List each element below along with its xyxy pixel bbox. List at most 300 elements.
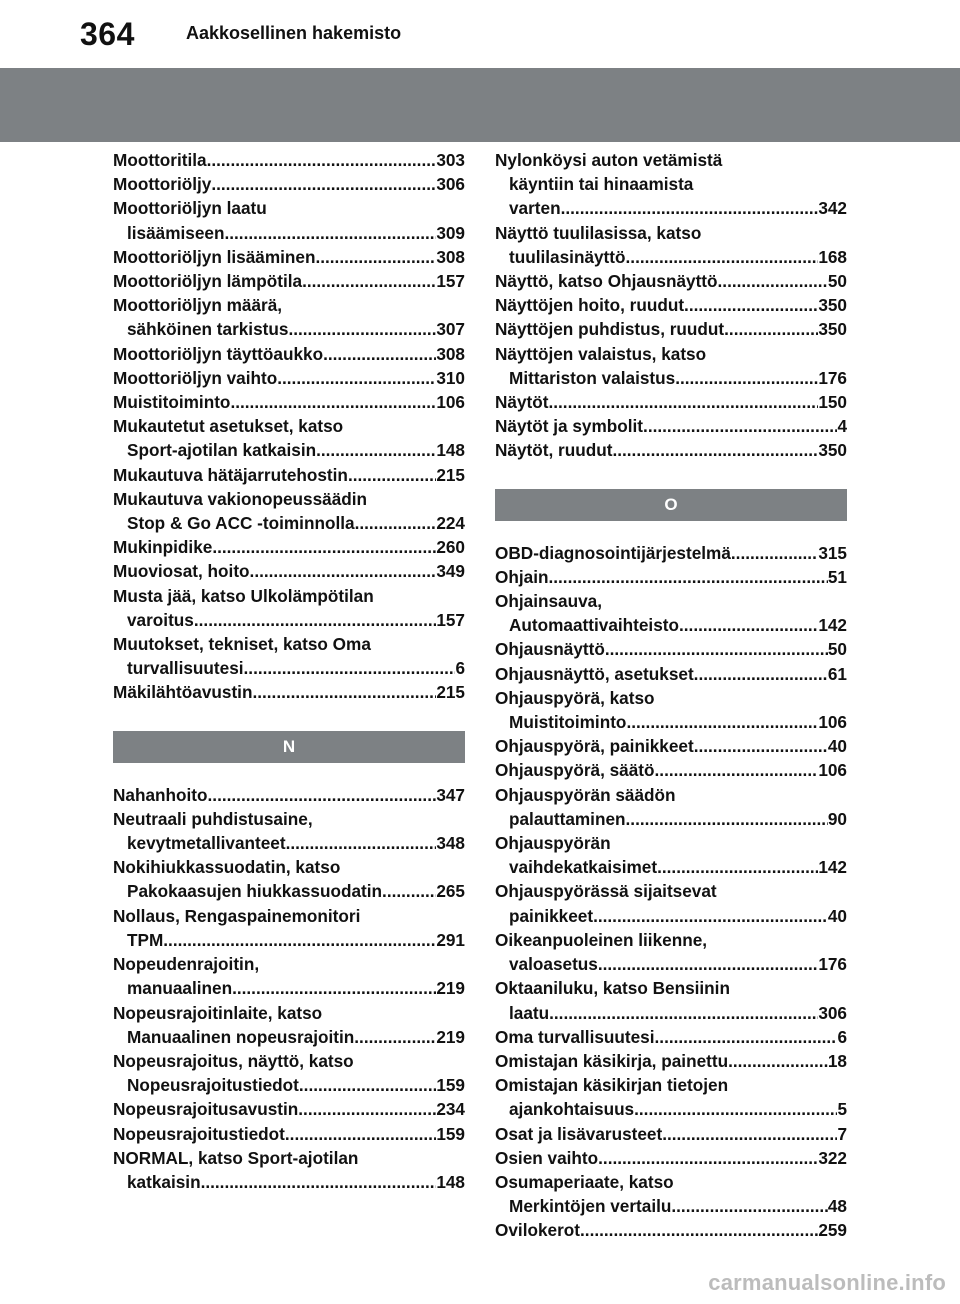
index-entry bbox=[495, 1146, 847, 1170]
index-entry-term: Moottoriöljyn täyttöaukko bbox=[113, 343, 324, 364]
index-entry-term: Osien vaihto bbox=[495, 1147, 599, 1168]
index-entry-line bbox=[113, 831, 465, 855]
index-entry bbox=[495, 342, 847, 390]
letter-heading-o: O bbox=[495, 489, 847, 521]
index-entry-term: Mäkilähtöavustin bbox=[113, 682, 253, 703]
index-entry-text: Näyttö tuulilasissa, katso bbox=[495, 222, 702, 243]
index-entry-line bbox=[495, 196, 847, 220]
index-entry bbox=[495, 293, 847, 317]
dot-leader bbox=[252, 680, 436, 704]
index-entry-text: Mukautetut asetukset, katso bbox=[113, 416, 344, 437]
index-entry-term: Osat ja lisävarusteet bbox=[495, 1123, 663, 1144]
dot-leader bbox=[299, 1073, 436, 1097]
index-entry-line bbox=[113, 463, 465, 487]
index-entry-text: Musta jää, katso Ulkolämpötilan bbox=[113, 585, 374, 606]
dot-leader bbox=[277, 366, 436, 390]
index-entry-line bbox=[113, 366, 465, 390]
dot-leader bbox=[548, 390, 818, 414]
index-entry-text: Nollaus, Rengaspainemonitori bbox=[113, 905, 361, 926]
index-entry-line bbox=[495, 565, 847, 589]
page-reference: 48 bbox=[827, 1196, 847, 1217]
index-entry bbox=[113, 269, 465, 293]
index-entry bbox=[495, 414, 847, 438]
index-entry-line bbox=[495, 952, 847, 976]
page-number: 364 bbox=[80, 16, 135, 52]
index-entry-line bbox=[113, 221, 465, 245]
index-entry-line bbox=[495, 855, 847, 879]
index-entry-term: Näytöt bbox=[495, 392, 549, 413]
dot-leader bbox=[288, 317, 436, 341]
dot-leader bbox=[230, 390, 436, 414]
dot-leader bbox=[724, 317, 818, 341]
page-reference: 51 bbox=[827, 566, 847, 587]
dot-leader bbox=[548, 565, 827, 589]
dot-leader bbox=[549, 1001, 818, 1025]
index-entry bbox=[113, 1049, 465, 1097]
page-reference: 148 bbox=[436, 440, 465, 461]
index-entry-line bbox=[495, 613, 847, 637]
index-entry-term: Nopeusrajoitustiedot bbox=[127, 1075, 299, 1096]
index-entry bbox=[113, 559, 465, 583]
dot-leader bbox=[316, 438, 436, 462]
index-entry-term: Moottoriöljy bbox=[113, 174, 212, 195]
dot-leader bbox=[626, 245, 819, 269]
index-entry-term: varoitus bbox=[127, 609, 194, 630]
index-entry bbox=[113, 148, 465, 172]
index-entry-line bbox=[113, 245, 465, 269]
index-entry-term: palauttaminen bbox=[509, 808, 626, 829]
index-entry-text: Oktaaniluku, katso Bensiinin bbox=[495, 978, 730, 999]
index-entry-line bbox=[113, 1025, 465, 1049]
index-entry-line bbox=[495, 1122, 847, 1146]
index-entry-line bbox=[113, 559, 465, 583]
dot-leader bbox=[211, 172, 436, 196]
index-entry bbox=[495, 831, 847, 879]
index-entry bbox=[113, 172, 465, 196]
index-entry-term: Näytöt ja symbolit bbox=[495, 416, 644, 437]
dot-leader bbox=[605, 637, 828, 661]
dot-leader bbox=[212, 535, 436, 559]
index-entry-term: Moottoritila bbox=[113, 150, 207, 170]
index-entry-term: Nopeusrajoitustiedot bbox=[113, 1123, 285, 1144]
index-entry-term: Nahanhoito bbox=[113, 784, 208, 805]
dot-leader bbox=[626, 807, 828, 831]
index-entry bbox=[113, 1097, 465, 1121]
index-entry-line bbox=[495, 366, 847, 390]
index-entry-term: Sport-ajotilan katkaisin bbox=[127, 440, 317, 461]
page-reference: 106 bbox=[818, 760, 847, 781]
index-entry bbox=[495, 928, 847, 976]
page-reference: 176 bbox=[818, 367, 847, 388]
index-entry bbox=[495, 734, 847, 758]
index-entry-line bbox=[495, 637, 847, 661]
dot-leader bbox=[250, 559, 437, 583]
page-reference: 168 bbox=[818, 246, 847, 267]
index-entry-term: tuulilasinäyttö bbox=[509, 246, 626, 267]
index-entry-text: Nopeusrajoitinlaite, katso bbox=[113, 1002, 323, 1023]
dot-leader bbox=[675, 366, 818, 390]
index-entry-term: Ohjauspyörä, painikkeet bbox=[495, 736, 694, 757]
index-entry-line bbox=[113, 656, 465, 680]
page-reference: 259 bbox=[818, 1220, 847, 1241]
index-entry-text: Neutraali puhdistusaine, bbox=[113, 808, 313, 829]
index-entry-term: sähköinen tarkistus bbox=[127, 319, 289, 340]
dot-leader bbox=[671, 1194, 828, 1218]
index-entry-term: Näytöt, ruudut bbox=[495, 440, 613, 461]
index-entry bbox=[113, 1122, 465, 1146]
dot-leader bbox=[684, 293, 818, 317]
page-reference: 159 bbox=[436, 1075, 465, 1096]
dot-leader bbox=[194, 608, 436, 632]
dot-leader bbox=[643, 414, 837, 438]
index-entry-line bbox=[495, 710, 847, 734]
section-title: Aakkosellinen hakemisto bbox=[186, 23, 402, 43]
index-entry-line bbox=[495, 390, 847, 414]
index-entry-line bbox=[113, 342, 465, 366]
index-entry-text: Ohjauspyörän säädön bbox=[495, 784, 676, 805]
page-reference: 350 bbox=[818, 295, 847, 316]
index-entry-line bbox=[495, 293, 847, 317]
page-reference: 40 bbox=[827, 905, 847, 926]
index-entry-term: Moottoriöljyn lämpötila bbox=[113, 271, 303, 292]
dot-leader bbox=[612, 438, 818, 462]
page-reference: 347 bbox=[436, 784, 465, 805]
index-entry-term: lisäämiseen bbox=[127, 222, 225, 243]
page-reference: 322 bbox=[818, 1147, 847, 1168]
dot-leader bbox=[348, 463, 436, 487]
page-reference: 157 bbox=[436, 609, 465, 630]
index-entry bbox=[113, 1146, 465, 1194]
index-entry-term: Muistitoiminto bbox=[509, 712, 627, 733]
index-entry bbox=[495, 1218, 847, 1242]
index-entry-line bbox=[495, 758, 847, 782]
page-reference: 215 bbox=[436, 464, 465, 485]
page-reference: 234 bbox=[436, 1099, 465, 1120]
page-reference: 219 bbox=[436, 1026, 465, 1047]
page-reference: 50 bbox=[827, 639, 847, 660]
index-entry-term: manuaalinen bbox=[127, 978, 233, 999]
index-entry-text: Nopeusrajoitus, näyttö, katso bbox=[113, 1050, 354, 1071]
index-entry bbox=[113, 632, 465, 680]
index-entry-term: Ohjausnäyttö bbox=[495, 639, 605, 660]
index-entry bbox=[495, 1025, 847, 1049]
index-entry-line bbox=[113, 317, 465, 341]
page-reference: 215 bbox=[436, 682, 465, 703]
index-entry-term: Omistajan käsikirja, painettu bbox=[495, 1050, 729, 1071]
index-entry bbox=[113, 1001, 465, 1049]
page-header bbox=[0, 0, 960, 68]
page-reference: 6 bbox=[837, 1026, 847, 1047]
page-reference: 224 bbox=[436, 513, 465, 534]
index-entry-line bbox=[495, 904, 847, 928]
index-entry-line bbox=[495, 1001, 847, 1025]
header-band bbox=[0, 68, 960, 142]
page-reference: 7 bbox=[837, 1123, 847, 1144]
index-entry-line bbox=[495, 807, 847, 831]
page-reference: 90 bbox=[827, 808, 847, 829]
index-entry bbox=[113, 342, 465, 366]
index-entry-text: Näyttöjen valaistus, katso bbox=[495, 343, 707, 364]
index-entry-term: Ohjain bbox=[495, 566, 549, 587]
dot-leader bbox=[163, 928, 436, 952]
page-reference: 308 bbox=[436, 343, 465, 364]
index-entry bbox=[113, 463, 465, 487]
watermark: carmanualsonline.info bbox=[708, 1270, 946, 1295]
entry-group-m bbox=[113, 148, 465, 705]
index-entry-text: Ohjainsauva, bbox=[495, 591, 602, 612]
dot-leader bbox=[598, 952, 818, 976]
index-entry-line bbox=[113, 1122, 465, 1146]
index-entry-term: Näyttöjen hoito, ruudut bbox=[495, 295, 685, 316]
index-entry bbox=[495, 879, 847, 927]
dot-leader bbox=[285, 1122, 436, 1146]
dot-leader bbox=[208, 783, 437, 807]
index-entry-line bbox=[495, 1097, 847, 1121]
dot-leader bbox=[626, 710, 818, 734]
index-entry-term: Moottoriöljyn vaihto bbox=[113, 367, 278, 388]
page-reference: 142 bbox=[818, 615, 847, 636]
index-entry bbox=[495, 438, 847, 462]
index-entry-term: Oma turvallisuutesi bbox=[495, 1026, 655, 1047]
dot-leader bbox=[657, 855, 818, 879]
index-entry-text: Muutokset, tekniset, katso Oma bbox=[113, 634, 371, 655]
index-entry-line bbox=[113, 535, 465, 559]
index-entry bbox=[495, 1170, 847, 1218]
page-reference: 5 bbox=[837, 1099, 847, 1120]
dot-leader bbox=[244, 656, 456, 680]
index-entry-term: Nopeusrajoitusavustin bbox=[113, 1099, 299, 1120]
index-entry-line bbox=[495, 317, 847, 341]
page-reference: 157 bbox=[436, 271, 465, 292]
dot-leader bbox=[298, 1097, 436, 1121]
index-entry-text: Moottoriöljyn määrä, bbox=[113, 295, 283, 316]
dot-leader bbox=[382, 879, 436, 903]
page-reference: 303 bbox=[436, 150, 465, 170]
dot-leader bbox=[302, 269, 436, 293]
index-entry-text: Oikeanpuoleinen liikenne, bbox=[495, 929, 708, 950]
index-entry-line bbox=[495, 414, 847, 438]
index-entry-text: Nopeudenrajoitin, bbox=[113, 954, 260, 975]
index-column-right bbox=[495, 148, 847, 1243]
index-entry bbox=[113, 390, 465, 414]
index-entry-term: varten bbox=[509, 198, 561, 219]
entry-group-n-cont bbox=[495, 148, 847, 463]
index-entry-line bbox=[495, 269, 847, 293]
page-reference: 348 bbox=[436, 833, 465, 854]
dot-leader bbox=[731, 541, 818, 565]
page-reference: 50 bbox=[827, 271, 847, 292]
index-entry-text: Moottoriöljyn laatu bbox=[113, 198, 267, 219]
index-entry-text: Omistajan käsikirjan tietojen bbox=[495, 1075, 729, 1096]
page-reference: 150 bbox=[818, 392, 847, 413]
index-entry-term: kevytmetallivanteet bbox=[127, 833, 286, 854]
index-entry-term: turvallisuutesi bbox=[127, 658, 244, 679]
dot-leader bbox=[286, 831, 437, 855]
page-reference: 349 bbox=[436, 561, 465, 582]
index-entry-term: Automaattivaihteisto bbox=[509, 615, 679, 636]
index-entry-term: Mittariston valaistus bbox=[509, 367, 676, 388]
page-reference: 309 bbox=[436, 222, 465, 243]
index-entry-text: Nokihiukkassuodatin, katso bbox=[113, 857, 341, 878]
index-entry-term: Mukinpidike bbox=[113, 537, 213, 558]
index-entry-line bbox=[495, 734, 847, 758]
dot-leader bbox=[580, 1218, 818, 1242]
index-entry bbox=[495, 317, 847, 341]
page-reference: 148 bbox=[436, 1171, 465, 1192]
index-entry-line bbox=[113, 783, 465, 807]
index-entry-line bbox=[495, 662, 847, 686]
index-entry bbox=[113, 414, 465, 462]
dot-leader bbox=[593, 904, 828, 928]
index-entry-term: TPM bbox=[127, 929, 164, 950]
dot-leader bbox=[655, 758, 819, 782]
index-entry-term: ajankohtaisuus bbox=[509, 1099, 635, 1120]
index-entry bbox=[495, 976, 847, 1024]
index-entry-term: Moottoriöljyn lisääminen bbox=[113, 246, 316, 267]
index-entry-term: Muoviosat, hoito bbox=[113, 561, 250, 582]
page-reference: 308 bbox=[436, 246, 465, 267]
page-reference: 4 bbox=[837, 416, 847, 437]
page-reference: 291 bbox=[436, 929, 465, 950]
dot-leader bbox=[598, 1146, 818, 1170]
index-entry-text: Ohjauspyörän bbox=[495, 833, 611, 854]
entry-group-n bbox=[113, 783, 465, 1194]
page-reference: 106 bbox=[436, 392, 465, 413]
index-entry-line bbox=[495, 1194, 847, 1218]
index-entry bbox=[113, 783, 465, 807]
index-entry bbox=[495, 662, 847, 686]
index-entry-line bbox=[113, 1097, 465, 1121]
index-entry-line bbox=[113, 879, 465, 903]
dot-leader bbox=[679, 613, 818, 637]
index-entry-text: NORMAL, katso Sport-ajotilan bbox=[113, 1147, 359, 1168]
page-reference: 306 bbox=[818, 1002, 847, 1023]
dot-leader bbox=[561, 196, 819, 220]
index-entry bbox=[113, 535, 465, 559]
page-reference: 18 bbox=[827, 1050, 847, 1071]
index-entry bbox=[495, 148, 847, 221]
index-entry-term: OBD-diagnosointijärjestelmä bbox=[495, 542, 731, 563]
dot-leader bbox=[694, 662, 828, 686]
index-entry-term: valoasetus bbox=[509, 954, 598, 975]
page-reference: 307 bbox=[436, 319, 465, 340]
dot-leader bbox=[232, 976, 436, 1000]
index-entry bbox=[495, 565, 847, 589]
page-reference: 350 bbox=[818, 319, 847, 340]
index-entry-term: Näyttö, katso Ohjausnäyttö bbox=[495, 271, 718, 292]
dot-leader bbox=[694, 734, 828, 758]
index-entry bbox=[113, 584, 465, 632]
dot-leader bbox=[718, 269, 828, 293]
index-entry-term: katkaisin bbox=[127, 1171, 201, 1192]
index-entry-term: laatu bbox=[509, 1002, 550, 1023]
page-reference: 219 bbox=[436, 978, 465, 999]
page-reference: 265 bbox=[436, 881, 465, 902]
index-entry-line bbox=[113, 680, 465, 704]
index-entry-line bbox=[113, 511, 465, 535]
index-entry-line bbox=[113, 608, 465, 632]
index-entry bbox=[113, 196, 465, 244]
index-entry-term: Näyttöjen puhdistus, ruudut bbox=[495, 319, 725, 340]
page-reference: 306 bbox=[436, 174, 465, 195]
index-entry-line bbox=[495, 245, 847, 269]
index-entry-text: käyntiin tai hinaamista bbox=[509, 174, 694, 195]
index-entry-text: Ohjauspyörässä sijaitsevat bbox=[495, 881, 717, 902]
page-reference: 142 bbox=[818, 857, 847, 878]
entry-group-o bbox=[495, 541, 847, 1243]
index-entry-line bbox=[495, 541, 847, 565]
index-entry-term: Ohjausnäyttö, asetukset bbox=[495, 663, 694, 684]
page-reference: 310 bbox=[436, 367, 465, 388]
index-entry-term: Ovilokerot bbox=[495, 1220, 581, 1241]
index-entry-term: Manuaalinen nopeusrajoitin bbox=[127, 1026, 355, 1047]
index-entry-term: Stop & Go ACC -toiminnolla bbox=[127, 513, 355, 534]
index-entry-text: Mukautuva vakionopeussäädin bbox=[113, 488, 368, 509]
index-entry bbox=[495, 686, 847, 734]
index-entry bbox=[495, 589, 847, 637]
dot-leader bbox=[728, 1049, 828, 1073]
index-entry-term: vaihdekatkaisimet bbox=[509, 857, 658, 878]
index-entry-line bbox=[113, 269, 465, 293]
index-entry bbox=[495, 758, 847, 782]
index-entry-text: Osumaperiaate, katso bbox=[495, 1171, 674, 1192]
index-entry-term: Pakokaasujen hiukkassuodatin bbox=[127, 881, 383, 902]
page-reference: 6 bbox=[455, 658, 465, 679]
index-entry-line bbox=[113, 976, 465, 1000]
index-entry-term: Merkintöjen vertailu bbox=[509, 1196, 672, 1217]
index-entry-text: Nylonköysi auton vetämistä bbox=[495, 150, 723, 170]
dot-leader bbox=[207, 148, 437, 172]
page-reference: 106 bbox=[818, 712, 847, 733]
index-entry bbox=[495, 1049, 847, 1073]
index-entry bbox=[113, 952, 465, 1000]
index-entry bbox=[113, 904, 465, 952]
index-entry bbox=[495, 390, 847, 414]
index-column-left bbox=[113, 148, 465, 1194]
index-entry bbox=[495, 637, 847, 661]
index-entry bbox=[495, 269, 847, 293]
index-entry bbox=[495, 1122, 847, 1146]
index-entry-term: Muistitoiminto bbox=[113, 392, 231, 413]
index-entry bbox=[113, 807, 465, 855]
index-entry-line bbox=[113, 390, 465, 414]
page-reference: 40 bbox=[827, 736, 847, 757]
index-entry-line bbox=[495, 438, 847, 462]
letter-heading-n: N bbox=[113, 731, 465, 763]
index-entry bbox=[113, 293, 465, 341]
index-entry bbox=[495, 1073, 847, 1121]
index-entry-line bbox=[113, 438, 465, 462]
index-entry-line bbox=[113, 148, 465, 172]
index-entry bbox=[113, 680, 465, 704]
index-entry-line bbox=[495, 1025, 847, 1049]
page-reference: 350 bbox=[818, 440, 847, 461]
index-entry-term: painikkeet bbox=[509, 905, 594, 926]
page-reference: 260 bbox=[436, 537, 465, 558]
dot-leader bbox=[655, 1025, 838, 1049]
index-entry bbox=[495, 541, 847, 565]
page-reference: 159 bbox=[436, 1123, 465, 1144]
page-reference: 61 bbox=[827, 663, 847, 684]
dot-leader bbox=[662, 1122, 837, 1146]
index-entry-line bbox=[113, 1073, 465, 1097]
index-entry-text: Ohjauspyörä, katso bbox=[495, 687, 655, 708]
dot-leader bbox=[355, 511, 437, 535]
index-entry bbox=[495, 783, 847, 831]
index-entry bbox=[113, 855, 465, 903]
index-entry bbox=[113, 487, 465, 535]
page-reference: 342 bbox=[818, 198, 847, 219]
